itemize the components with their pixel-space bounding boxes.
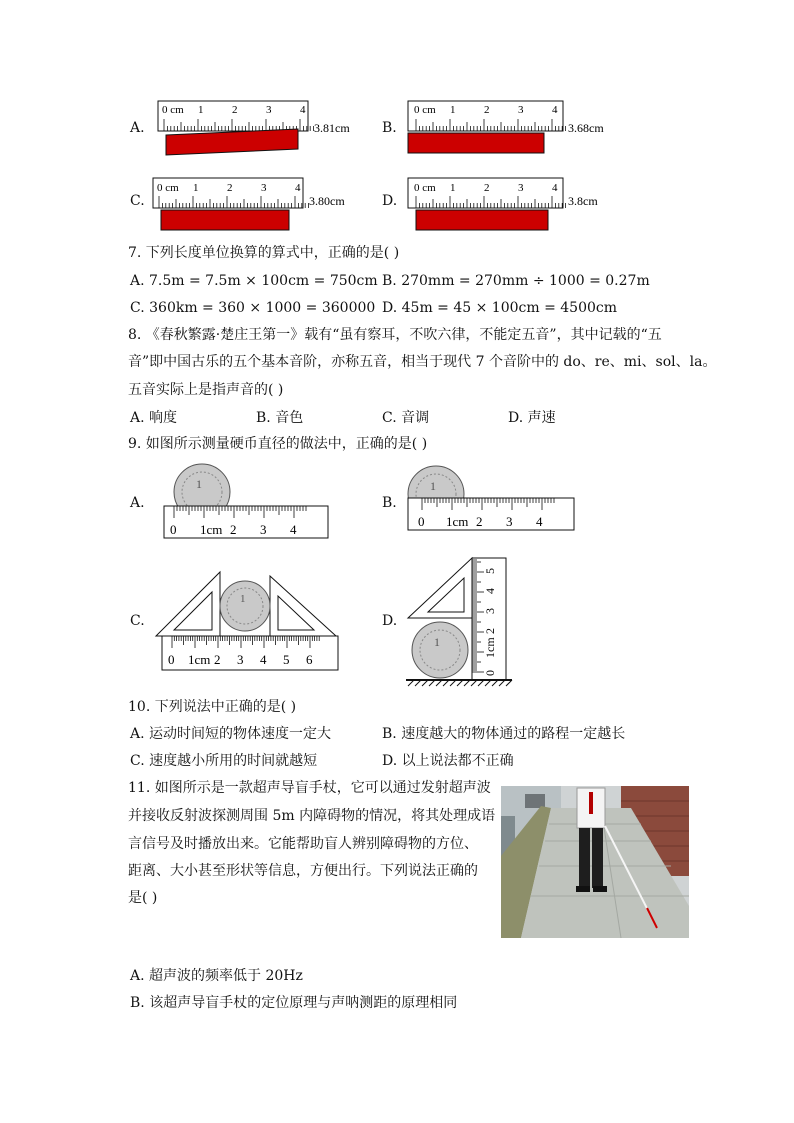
ruler-label-3: 3 bbox=[518, 182, 524, 194]
svg-text:1: 1 bbox=[434, 635, 440, 649]
blind-cane-photo bbox=[501, 786, 689, 938]
q8-option-a[interactable]: A. 响度 bbox=[130, 410, 178, 426]
q11-line-5: 是( ) bbox=[128, 890, 158, 906]
q9-figure-d bbox=[402, 554, 522, 689]
ruler-label-2: 2 bbox=[227, 182, 233, 194]
red-bar bbox=[166, 129, 298, 155]
q9-option-b-letter: B. bbox=[382, 495, 397, 511]
q6-option-b-letter: B. bbox=[382, 120, 397, 136]
ruler-label-1: 1 bbox=[193, 182, 199, 194]
q7-option-c[interactable]: C. 360km = 360 × 1000 = 360000 bbox=[130, 300, 376, 316]
q10-option-b[interactable]: B. 速度越大的物体通过的路程一定越长 bbox=[382, 726, 626, 742]
q6-reading-a: 3.81cm bbox=[314, 121, 350, 135]
q8-line-1: 8. 《春秋繁露·楚庄王第一》载有“虽有察耳，不吹六律，不能定五音”，其中记载的“五 bbox=[128, 327, 662, 343]
q8-line-3: 五音实际上是指声音的( ) bbox=[128, 382, 284, 398]
ruler-label-3: 3 bbox=[483, 608, 497, 614]
ruler-label-0: 0 bbox=[418, 514, 425, 529]
ruler-label-0: 0 cm bbox=[157, 182, 179, 194]
ruler-label-4: 4 bbox=[290, 522, 297, 537]
ruler-label-1: 1 bbox=[198, 104, 204, 116]
q7-stem: 7. 下列长度单位换算的算式中，正确的是( ) bbox=[128, 245, 400, 261]
q10-option-c[interactable]: C. 速度越小所用的时间就越短 bbox=[130, 753, 318, 769]
ruler-label-4: 4 bbox=[260, 652, 267, 667]
ruler-label-2: 2 bbox=[484, 182, 490, 194]
q11-option-a[interactable]: A. 超声波的频率低于 20Hz bbox=[130, 968, 303, 984]
q11-line-1: 11. 如图所示是一款超声导盲手杖，它可以通过发射超声波 bbox=[128, 780, 491, 796]
ruler-label-2: 2 bbox=[214, 652, 221, 667]
ruler-label-1: 1cm bbox=[446, 514, 469, 529]
ruler-label-3: 3 bbox=[261, 182, 267, 194]
q11-line-4: 距离、大小甚至形状等信息，方便出行。下列说法正确的 bbox=[128, 863, 478, 879]
q11-line-2: 并接收反射波探测周围 5m 内障碍物的情况，将其处理成语 bbox=[128, 808, 496, 824]
tie bbox=[589, 792, 593, 814]
q11-line-3: 言信号及时播放出来。它能帮助盲人辨别障碍物的方位、 bbox=[128, 836, 478, 852]
ruler-label-2: 2 bbox=[483, 628, 497, 634]
ruler-label-5: 5 bbox=[283, 652, 290, 667]
svg-text:1: 1 bbox=[430, 479, 436, 493]
q9-option-d-letter: D. bbox=[382, 613, 398, 629]
ruler-label-0: 0 cm bbox=[162, 104, 184, 116]
ruler-label-2: 2 bbox=[232, 104, 238, 116]
ruler-label-4: 4 bbox=[483, 588, 497, 594]
q11-option-b[interactable]: B. 该超声导盲手杖的定位原理与声呐测距的原理相同 bbox=[130, 995, 458, 1011]
ruler-label-0: 0 bbox=[168, 652, 175, 667]
q6-reading-b: 3.68cm bbox=[568, 121, 604, 135]
q6-ruler-b bbox=[400, 95, 620, 160]
q9-figure-b bbox=[400, 462, 590, 544]
q6-ruler-a bbox=[150, 95, 370, 160]
ruler-label-0: 0 cm bbox=[414, 104, 436, 116]
red-bar bbox=[416, 210, 548, 230]
ruler-label-0: 0 bbox=[483, 670, 497, 676]
ruler-label-1: 1cm bbox=[200, 522, 223, 537]
q7-option-d[interactable]: D. 45m = 45 × 100cm = 4500cm bbox=[382, 300, 618, 316]
ruler-label-3: 3 bbox=[518, 104, 524, 116]
red-bar bbox=[161, 210, 289, 230]
q6-ruler-d bbox=[400, 170, 620, 235]
ruler-label-1: 1cm bbox=[188, 652, 211, 667]
q9-option-c-letter: C. bbox=[130, 613, 145, 629]
ruler-label-4: 4 bbox=[300, 104, 306, 116]
q10-stem: 10. 下列说法中正确的是( ) bbox=[128, 699, 297, 715]
ruler-label-4: 4 bbox=[552, 182, 558, 194]
q8-option-d[interactable]: D. 声速 bbox=[508, 410, 556, 426]
ruler-label-3: 3 bbox=[237, 652, 244, 667]
q6-reading-c: 3.80cm bbox=[309, 194, 345, 208]
q10-option-a[interactable]: A. 运动时间短的物体速度一定大 bbox=[130, 726, 332, 742]
q8-option-b[interactable]: B. 音色 bbox=[256, 410, 304, 426]
ruler-label-1: 1 bbox=[450, 104, 456, 116]
ruler-label-6: 6 bbox=[306, 652, 313, 667]
ruler-label-1: 1 bbox=[450, 182, 456, 194]
q6-option-c-letter: C. bbox=[130, 193, 145, 209]
q6-option-a-letter: A. bbox=[130, 120, 145, 136]
q9-figure-c bbox=[150, 566, 350, 676]
red-bar bbox=[408, 133, 544, 153]
q8-option-c[interactable]: C. 音调 bbox=[382, 410, 430, 426]
ruler-label-5: 5 bbox=[483, 568, 497, 574]
ruler-label-0: 0 bbox=[170, 522, 177, 537]
q9-stem: 9. 如图所示测量硬币直径的做法中，正确的是( ) bbox=[128, 436, 428, 452]
q9-figure-a bbox=[150, 462, 340, 544]
ruler-label-3: 3 bbox=[266, 104, 272, 116]
q7-option-b[interactable]: B. 270mm = 270mm ÷ 1000 = 0.27m bbox=[382, 273, 650, 289]
ruler-label-4: 4 bbox=[552, 104, 558, 116]
q6-option-d-letter: D. bbox=[382, 193, 398, 209]
ruler-label-2: 2 bbox=[484, 104, 490, 116]
q8-line-2: 音”即中国古乐的五个基本音阶，亦称五音，相当于现代 7 个音阶中的 do、re、mi、sol、la。 bbox=[128, 354, 717, 370]
q6-reading-d: 3.8cm bbox=[568, 194, 598, 208]
ruler-label-1: 1cm bbox=[483, 637, 497, 658]
ruler-label-2: 2 bbox=[230, 522, 237, 537]
q10-option-d[interactable]: D. 以上说法都不正确 bbox=[382, 753, 514, 769]
ruler-label-4: 4 bbox=[295, 182, 301, 194]
ruler-label-2: 2 bbox=[476, 514, 483, 529]
q7-option-a[interactable]: A. 7.5m = 7.5m × 100cm = 750cm bbox=[130, 273, 378, 289]
ruler-label-3: 3 bbox=[506, 514, 513, 529]
ruler-label-3: 3 bbox=[260, 522, 267, 537]
ruler-label-4: 4 bbox=[536, 514, 543, 529]
q6-ruler-c bbox=[145, 170, 365, 235]
q9-option-a-letter: A. bbox=[130, 495, 145, 511]
ruler-label-0: 0 cm bbox=[414, 182, 436, 194]
svg-text:1: 1 bbox=[196, 477, 202, 491]
svg-text:1: 1 bbox=[240, 593, 246, 605]
